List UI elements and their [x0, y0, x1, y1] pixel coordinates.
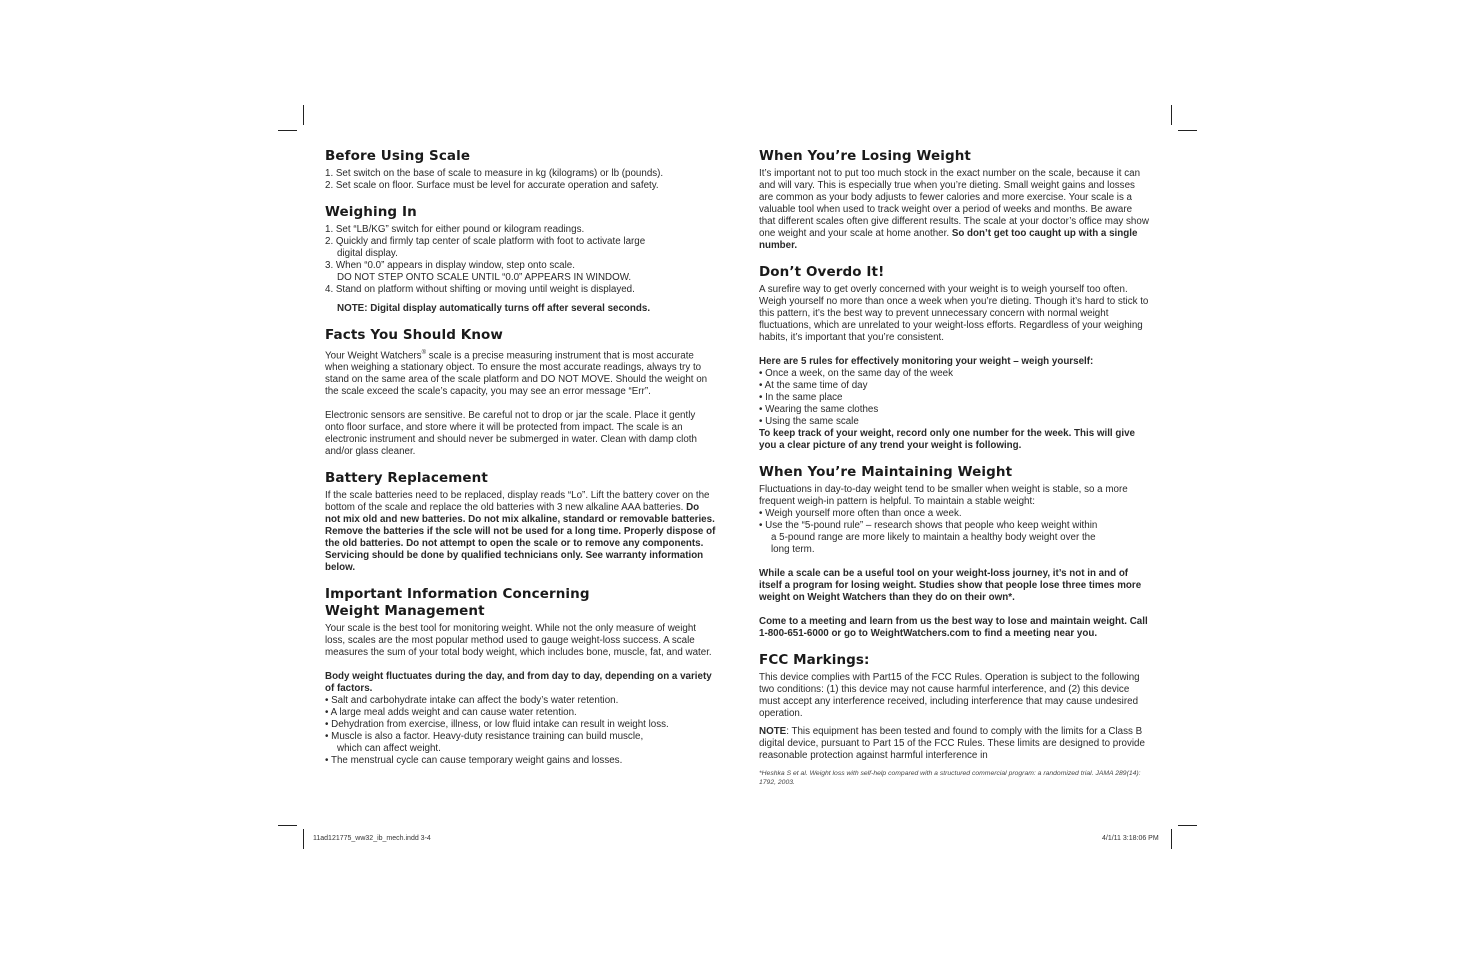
- list-item: long term.: [771, 544, 815, 555]
- step-line: 3. When “0.0” appears in display window, step onto scale.: [325, 260, 575, 271]
- section-heading: Don’t Overdo It!: [759, 264, 885, 280]
- list-item: • A large meal adds weight and can cause water retention.: [325, 707, 577, 719]
- bold-paragraph: Come to a meeting and learn from us the best way to lose and maintain weight. Call 1-800-651-6000 or go to WeightWatchers.com to find a meeting near you.: [759, 616, 1148, 639]
- list-item: • In the same place: [759, 392, 843, 403]
- section-heading: When You’re Losing Weight: [759, 148, 971, 164]
- step-line: 2. Quickly and firmly tap center of scale platform with foot to activate large: [325, 236, 646, 247]
- file-slug: 11ad121775_ww32_ib_mech.indd 3-4: [313, 835, 431, 842]
- section-heading: FCC Markings:: [759, 652, 870, 668]
- step-line: 2. Set scale on floor. Surface must be level for accurate operation and safety.: [325, 180, 659, 191]
- list-item: • Once a week, on the same day of the week: [759, 368, 954, 379]
- paragraph: Your scale is the best tool for monitoring weight. While not the only measure of weight loss, scales are the most popular method used to gauge weight-loss success. A scale measures the sum of your total body weight, which includes bone, muscle, fat, and water.: [325, 623, 712, 659]
- crop-mark: [1171, 829, 1172, 849]
- list-item: • Weigh yourself more often than once a week.: [759, 508, 962, 519]
- text-span: Your Weight Watchers: [325, 350, 422, 362]
- warning-text: Do not mix old and new batteries. Do not mix alkaline, standard or removable batteries. Remove the batteries if the scle will not be used for a long time. Properly dispose of the old batteries. Do not attempt to open the scale or to remove any components. Servicing should be done by qualified technicians only. See warranty information below.: [325, 502, 716, 574]
- section-dont-overdo: [759, 264, 1151, 452]
- list-item: • Use the “5-pound rule” – research shows that people who keep weight within: [759, 520, 1098, 531]
- section-heading: Battery Replacement: [325, 470, 488, 487]
- section-heading: Before Using Scale: [325, 148, 471, 164]
- crop-mark: [1171, 105, 1172, 125]
- crop-mark: [303, 829, 304, 849]
- list-item: a 5-pound range are more likely to maintain a healthy body weight over the: [771, 532, 1096, 543]
- section-battery: [325, 470, 717, 574]
- step-line: 4. Stand on platform without shifting or moving until weight is displayed.: [325, 284, 635, 295]
- list-item: • Wearing the same clothes: [759, 404, 879, 415]
- section-weighing-in: [325, 204, 717, 315]
- date-slug: 4/1/11 3:18:06 PM: [1102, 835, 1159, 842]
- step-line: digital display.: [337, 248, 398, 259]
- text-span: : This equipment has been tested and found to comply with the limits for a Class B digital device, pursuant to Part 15 of the FCC Rules. These limits are designed to provide reasonable protection against harmful interference in: [759, 726, 1145, 761]
- step-line: 1. Set switch on the base of scale to measure in kg (kilograms) or lb (pounds).: [325, 168, 664, 179]
- section-heading: When You’re Maintaining Weight: [759, 464, 1013, 480]
- left-column: [325, 148, 717, 779]
- crop-mark: [278, 130, 297, 131]
- paragraph: A surefire way to get overly concerned with your weight is to weigh yourself too often. Weigh yourself no more than once a week when you’re dieting. Though it’s hard to stick to this pattern, it’s the best way to prevent unnecessary concern with normal weight fluctuations, which are unrelated to your weight-loss efforts. Regardless of your weighing habits, it’s important that you’re consistent.: [759, 284, 1149, 343]
- note-label: NOTE: [759, 726, 787, 737]
- paragraph: Fluctuations in day-to-day weight tend to be smaller when weight is stable, so a more frequent weigh-in pattern is helpful. To maintain a stable weight:: [759, 484, 1128, 507]
- text-span: It’s important not to put too much stock in the exact number on the scale, because it can and will vary. This is especially true when you’re dieting. Small weight gains and losses are common as your body adjusts to fewer calories and more exercise. Your scale is a valuable tool when used to track weight over a period of weeks and months. Be aware that different scales often give different results. The scale at your doctor’s office may show one weight and your scale at home another.: [759, 168, 1149, 239]
- section-heading: Weight Management: [325, 603, 485, 620]
- section-heading: Facts You Should Know: [325, 327, 503, 343]
- step-line: 1. Set “LB/KG” switch for either pound or kilogram readings.: [325, 224, 585, 235]
- list-item: • At the same time of day: [759, 380, 868, 391]
- rules-intro: Here are 5 rules for effectively monitoring your weight – weigh yourself:: [759, 356, 1094, 367]
- section-important-info: [325, 586, 717, 767]
- crop-mark: [278, 825, 297, 826]
- right-column: [759, 148, 1151, 799]
- bold-paragraph: While a scale can be a useful tool on your weight-loss journey, it’s not in and of itself a program for losing weight. Studies show that people lose three times more weight on Weight Watchers than they do on their own*.: [759, 568, 1142, 603]
- text-span: scale is a precise measuring instrument that is most accurate when weighing a stationary object. To ensure the most accurate readings, always try to stand on the same area of the scale platform and DO NOT MOVE. Should the weight on the scale exceed the scale’s capacity, you may see an error message “Err”.: [325, 350, 708, 398]
- bold-intro: Body weight fluctuates during the day, and from day to day, depending on a variety of factors.: [325, 671, 712, 695]
- list-item: • The menstrual cycle can cause temporary weight gains and losses.: [325, 755, 623, 767]
- section-fcc-markings: [759, 652, 1151, 787]
- text-span: If the scale batteries need to be replaced, display reads “Lo”. Lift the battery cover on the bottom of the scale and replace the old batteries with 3 new alkaline AAA batteries.: [325, 490, 710, 514]
- list-item: • Dehydration from exercise, illness, or low fluid intake can result in weight loss.: [325, 719, 669, 731]
- bold-closing: To keep track of your weight, record only one number for the week. This will give you a clear picture of any trend your weight is following.: [759, 428, 1135, 451]
- list-item: • Using the same scale: [759, 416, 859, 427]
- crop-mark: [1178, 130, 1197, 131]
- bold-text: So don’t get too caught up with a single number.: [759, 228, 1138, 251]
- step-line: DO NOT STEP ONTO SCALE UNTIL “0.0” APPEARS IN WINDOW.: [337, 272, 632, 283]
- section-maintaining-weight: [759, 464, 1151, 640]
- note-text: NOTE: Digital display automatically turns off after several seconds.: [337, 303, 651, 314]
- paragraph: Electronic sensors are sensitive. Be careful not to drop or jar the scale. Place it gently onto floor surface, and store where it will be protected from impact. The scale is an electronic instrument and should never be submerged in water. Clean with damp cloth and/or glass cleaner.: [325, 410, 697, 458]
- footnote: *Heshka S et al. Weight loss with self-help compared with a structured commercial program: a randomized trial. JAMA 289(14): 1792, 2003.: [759, 770, 1141, 786]
- crop-mark: [303, 105, 304, 125]
- section-losing-weight: [759, 148, 1151, 252]
- section-heading: Weighing In: [325, 204, 417, 220]
- registered-mark: ®: [421, 350, 426, 356]
- list-item: • Salt and carbohydrate intake can affect the body’s water retention.: [325, 695, 619, 707]
- section-before-using-scale: [325, 148, 717, 192]
- section-facts: [325, 327, 717, 458]
- paragraph: This device complies with Part15 of the FCC Rules. Operation is subject to the following two conditions: (1) this device may not cause harmful interference, and (2) this device must accept any interference received, including interference that may cause undesired operation.: [759, 672, 1140, 719]
- list-item: which can affect weight.: [337, 743, 441, 755]
- paragraph: [759, 726, 1151, 762]
- paragraph: [759, 168, 1151, 252]
- paragraph: [325, 347, 717, 398]
- paragraph: [325, 490, 717, 574]
- list-item: • Muscle is also a factor. Heavy-duty resistance training can build muscle,: [325, 731, 644, 743]
- crop-mark: [1178, 825, 1197, 826]
- section-heading: Important Information Concerning: [325, 586, 590, 603]
